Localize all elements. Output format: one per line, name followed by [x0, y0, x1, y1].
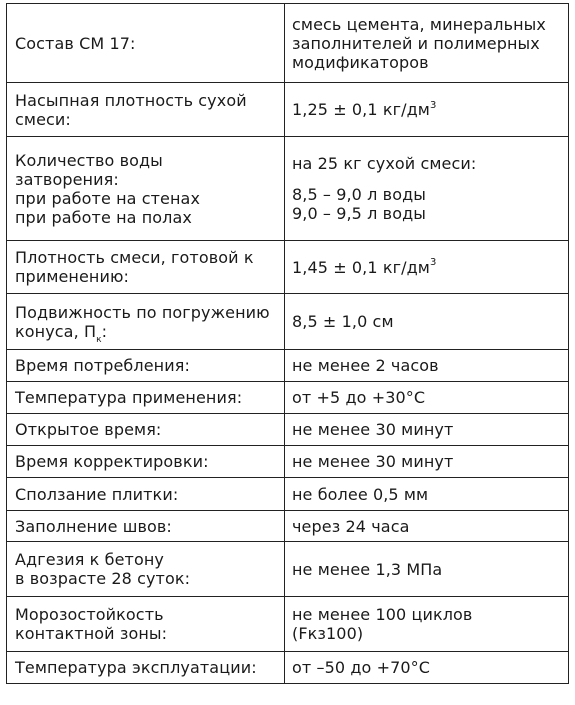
row-label: Насыпная плотность сухой смеси: [7, 83, 285, 137]
table-row [7, 4, 569, 83]
row-label: Время корректировки: [7, 446, 285, 478]
table-row [7, 652, 569, 684]
row-value: не менее 30 минут [285, 414, 569, 446]
table-row [7, 137, 569, 241]
row-value: не менее 1,3 МПа [285, 542, 569, 597]
row-label: Заполнение швов: [7, 511, 285, 542]
table-row [7, 542, 569, 597]
value-text: не менее 100 циклов (Fкз100) [292, 605, 473, 643]
row-value [285, 83, 569, 137]
table-row [7, 382, 569, 414]
value-text: 8,5 – 9,0 л воды 9,0 – 9,5 л воды [292, 185, 426, 223]
row-label [7, 294, 285, 350]
row-label [7, 137, 285, 241]
label-tail: : [101, 321, 108, 341]
row-value: смесь цемента, минеральных заполнителей и полимерных модификаторов [285, 4, 569, 83]
row-value: не менее 2 часов [285, 350, 569, 382]
properties-table [6, 3, 569, 684]
row-value: 8,5 ± 1,0 см [285, 294, 569, 350]
label-text: Количество воды затворения: при работе на стенах при работе на полах [15, 150, 201, 227]
table-row [7, 350, 569, 382]
row-value [285, 137, 569, 241]
row-value: через 24 часа [285, 511, 569, 542]
table-row [7, 83, 569, 137]
unit-superscript: 3 [429, 257, 437, 269]
unit-superscript: 3 [429, 99, 437, 111]
label-text: Адгезия к бетону в возрасте 28 суток: [15, 550, 191, 588]
row-label: Состав СМ 17: [7, 4, 285, 83]
row-label [7, 542, 285, 597]
value-heading: на 25 кг сухой смеси: [292, 154, 477, 173]
row-value: не более 0,5 мм [285, 478, 569, 511]
row-label: Сползание плитки: [7, 478, 285, 511]
label-text: Морозостойкость контактной зоны: [15, 605, 168, 643]
row-label: Температура применения: [7, 382, 285, 414]
table-row [7, 511, 569, 542]
row-label: Время потребления: [7, 350, 285, 382]
value-text: 1,45 ± 0,1 кг/дм [292, 257, 430, 277]
label-subscript: к [96, 334, 102, 345]
table-row [7, 414, 569, 446]
row-value: не менее 30 минут [285, 446, 569, 478]
row-value: от –50 до +70°С [285, 652, 569, 684]
value-text: 1,25 ± 0,1 кг/дм [292, 100, 430, 119]
row-value [285, 241, 569, 294]
row-value [285, 597, 569, 652]
table-row [7, 446, 569, 478]
row-label [7, 597, 285, 652]
table-row [7, 241, 569, 294]
row-label: Температура эксплуатации: [7, 652, 285, 684]
row-label: Открытое время: [7, 414, 285, 446]
row-label: Плотность смеси, готовой к применению: [7, 241, 285, 294]
table-row [7, 597, 569, 652]
table-row [7, 478, 569, 511]
label-text: Подвижность по погружению конуса, П [15, 302, 270, 341]
table-row [7, 294, 569, 350]
row-value: от +5 до +30°С [285, 382, 569, 414]
